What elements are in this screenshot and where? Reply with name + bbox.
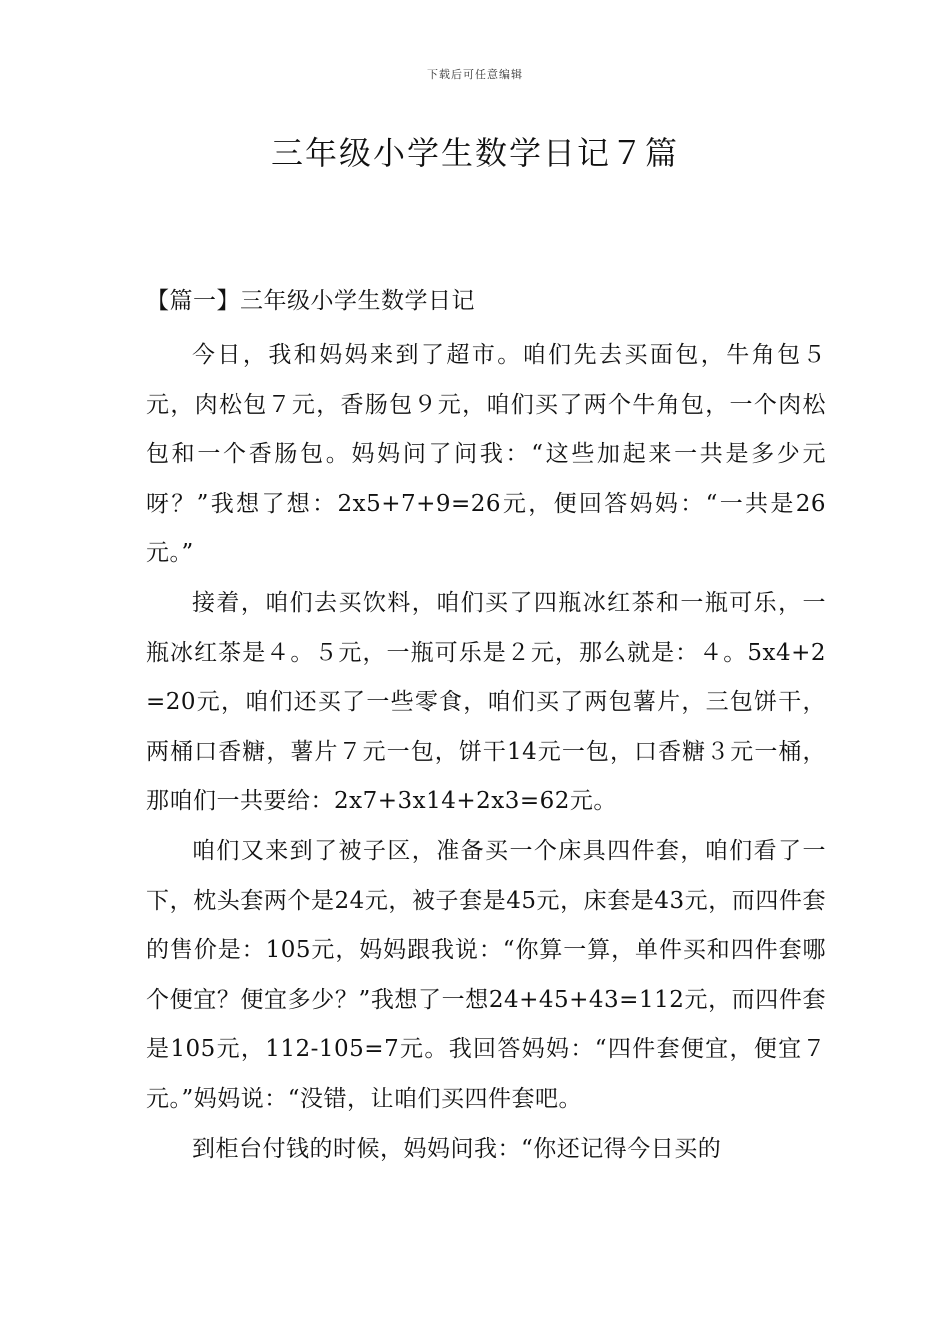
paragraph: 今日，我和妈妈来到了超市。咱们先去买面包，牛角包５元，肉松包７元，香肠包９元，咱们买了两个牛角包，一个肉松包和一个香肠包。妈妈问了问我：“这些加起来一共是多少元呀？”我想了想：2x5+7+9=26元，便回答妈妈：“一共是26元。”	[146, 342, 826, 567]
diary-section	[146, 283, 826, 1174]
paragraph: 咱们又来到了被子区，准备买一个床具四件套，咱们看了一下，枕头套两个是24元，被子套是45元，床套是43元，而四件套的售价是：105元，妈妈跟我说：“你算一算，单件买和四件套哪个便宜？便宜多少？”我想了一想24+45+43=112元，而四件套是105元，112-105=7元。我回答妈妈：“四件套便宜，便宜７元。”妈妈说：“没错，让咱们买四件套吧。	[146, 837, 826, 1112]
paragraph: 到柜台付钱的时候，妈妈问我：“你还记得今日买的	[192, 1135, 722, 1162]
document-title: 三年级小学生数学日记７篇	[270, 134, 679, 172]
paragraph: 接着，咱们去买饮料，咱们买了四瓶冰红茶和一瓶可乐，一瓶冰红茶是４。５元，一瓶可乐是２元，那么就是：４。5x4+2=20元，咱们还买了一些零食，咱们买了两包薯片，三包饼干，两桶口香糖，薯片７元一包，饼干14元一包，口香糖３元一桶，那咱们一共要给：2x7+3x14+2x3=62元。	[146, 589, 826, 815]
header-note: 下载后可任意编辑	[427, 68, 523, 81]
section-heading: 【篇一】三年级小学生数学日记	[146, 288, 475, 314]
